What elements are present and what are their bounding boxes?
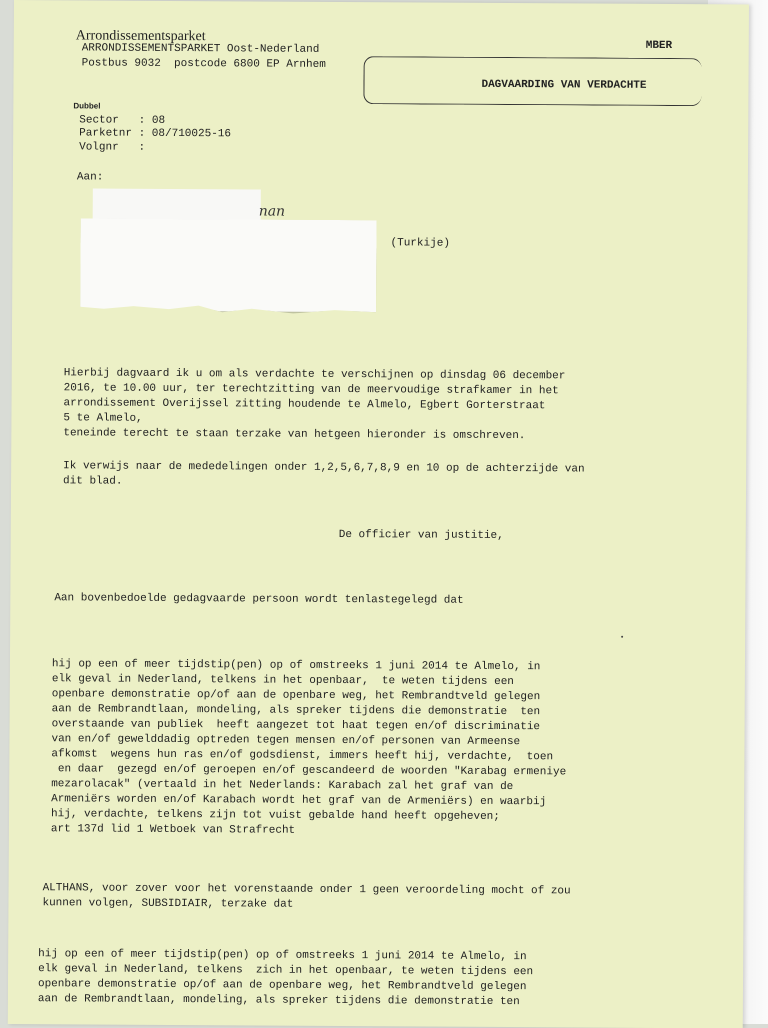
- summons-line: teneinde terecht te staan terzake van hetgeen hieronder is omschreven.: [63, 427, 526, 443]
- charge-line: aan de Rembrandtlaan, mondeling, als spreker tijdens die demonstratie ten: [51, 703, 541, 719]
- addressee-label: Aan:: [76, 171, 104, 184]
- redaction-strip: [93, 188, 261, 223]
- summons-document: [8, 0, 749, 1028]
- addressee-country: (Turkije): [390, 237, 450, 250]
- charge-line: mezarolacak" (vertaald in het Nederlands: Karabach zal het graf van de: [51, 778, 514, 794]
- charge-line: van en/of gewelddadig optreden tegen mensen en/of personen van Armeense: [51, 733, 521, 749]
- charge-line: en daar gezegd en/of geroepen en/of gescandeerd de woorden "Karabag ermeniye: [51, 763, 567, 779]
- document-code: MBER: [645, 39, 673, 53]
- office-name: ARRONDISSEMENTSPARKET Oost-Nederland: [81, 42, 320, 56]
- charge-line: hij op een of meer tijdstip(pen) op of omstreeks 1 juni 2014 te Almelo, in: [38, 948, 527, 964]
- ink-dot: [621, 636, 623, 638]
- summons-line: Hierbij dagvaard ik u om als verdachte te verschijnen op dinsdag 06 december: [63, 367, 566, 383]
- charge-line: elk geval in Nederland, telkens in het openbaar, te weten tijdens een: [51, 673, 514, 689]
- subsidiary-intro-line: kunnen volgen, SUBSIDIAIR, terzake dat: [42, 897, 294, 911]
- sector-field: Sector : 08: [79, 114, 166, 127]
- document-type: DAGVAARDING VAN VERDACHTE: [481, 78, 647, 92]
- summons-line: 5 te Almelo,: [63, 412, 143, 425]
- charge-line: hij op een of meer tijdstip(pen) op of omstreeks 1 juni 2014 te Almelo, in: [51, 658, 541, 674]
- charge-line: openbare demonstratie op/of aan de openbare weg, het Rembrandtveld gelegen: [37, 978, 527, 994]
- reference-line: Ik verwijs naar de mededelingen onder 1,2,5,6,7,8,9 en 10 op de achterzijde van: [63, 460, 585, 476]
- summons-line: 2016, te 10.00 uur, ter terechtzitting van de meervoudige strafkamer in het: [63, 382, 559, 398]
- handwritten-name-fragment: nan: [258, 203, 286, 220]
- subsidiary-intro-line: ALTHANS, voor zover voor het vorenstaande onder 1 geen veroordeling mocht of zou: [42, 882, 571, 898]
- charge-line: hij, verdachte, telkens zijn tot vuist gebalde hand heeft opgeheven;: [50, 808, 500, 823]
- summons-line: arrondissement Overijssel zitting houdende te Almelo, Egbert Gorterstraat: [63, 397, 546, 413]
- parketnr-field: Parketnr : 08/710025-16: [79, 127, 232, 141]
- office-address: Postbus 9032 postcode 6800 EP Arnhem: [81, 57, 326, 71]
- charge-line: Armeniërs worden en/of Karabach wordt het graf van de Armeniërs) en waarbij: [51, 793, 547, 809]
- charge-line: art 137d lid 1 Wetboek van Strafrecht: [50, 823, 296, 837]
- signature-line: De officier van justitie,: [338, 528, 504, 543]
- charge-intro: Aan bovenbedoelde gedagvaarde persoon wordt tenlastegelegd dat: [54, 592, 464, 607]
- charge-line: elk geval in Nederland, telkens zich in het openbaar, te weten tijdens een: [38, 963, 534, 979]
- redaction-paper: [80, 218, 377, 312]
- charge-line: afkomst wegens hun ras en/of godsdienst, immers heeft hij, verdachte, toen: [51, 748, 554, 764]
- charge-line: openbare demonstratie op/of aan de openbare weg, het Rembrandtveld gelegen: [51, 688, 541, 704]
- volgnr-field: Volgnr :: [79, 141, 146, 154]
- charge-line: overstaande van publiek heeft aangezet tot haat tegen en/of discriminatie: [51, 718, 541, 734]
- office-title: Arrondissementsparket: [75, 28, 206, 45]
- charge-line: aan de Rembrandtlaan, mondeling, als spreker tijdens die demonstratie ten: [37, 993, 520, 1009]
- dubbel-label: Dubbel: [73, 101, 101, 111]
- reference-line: dit blad.: [63, 475, 123, 488]
